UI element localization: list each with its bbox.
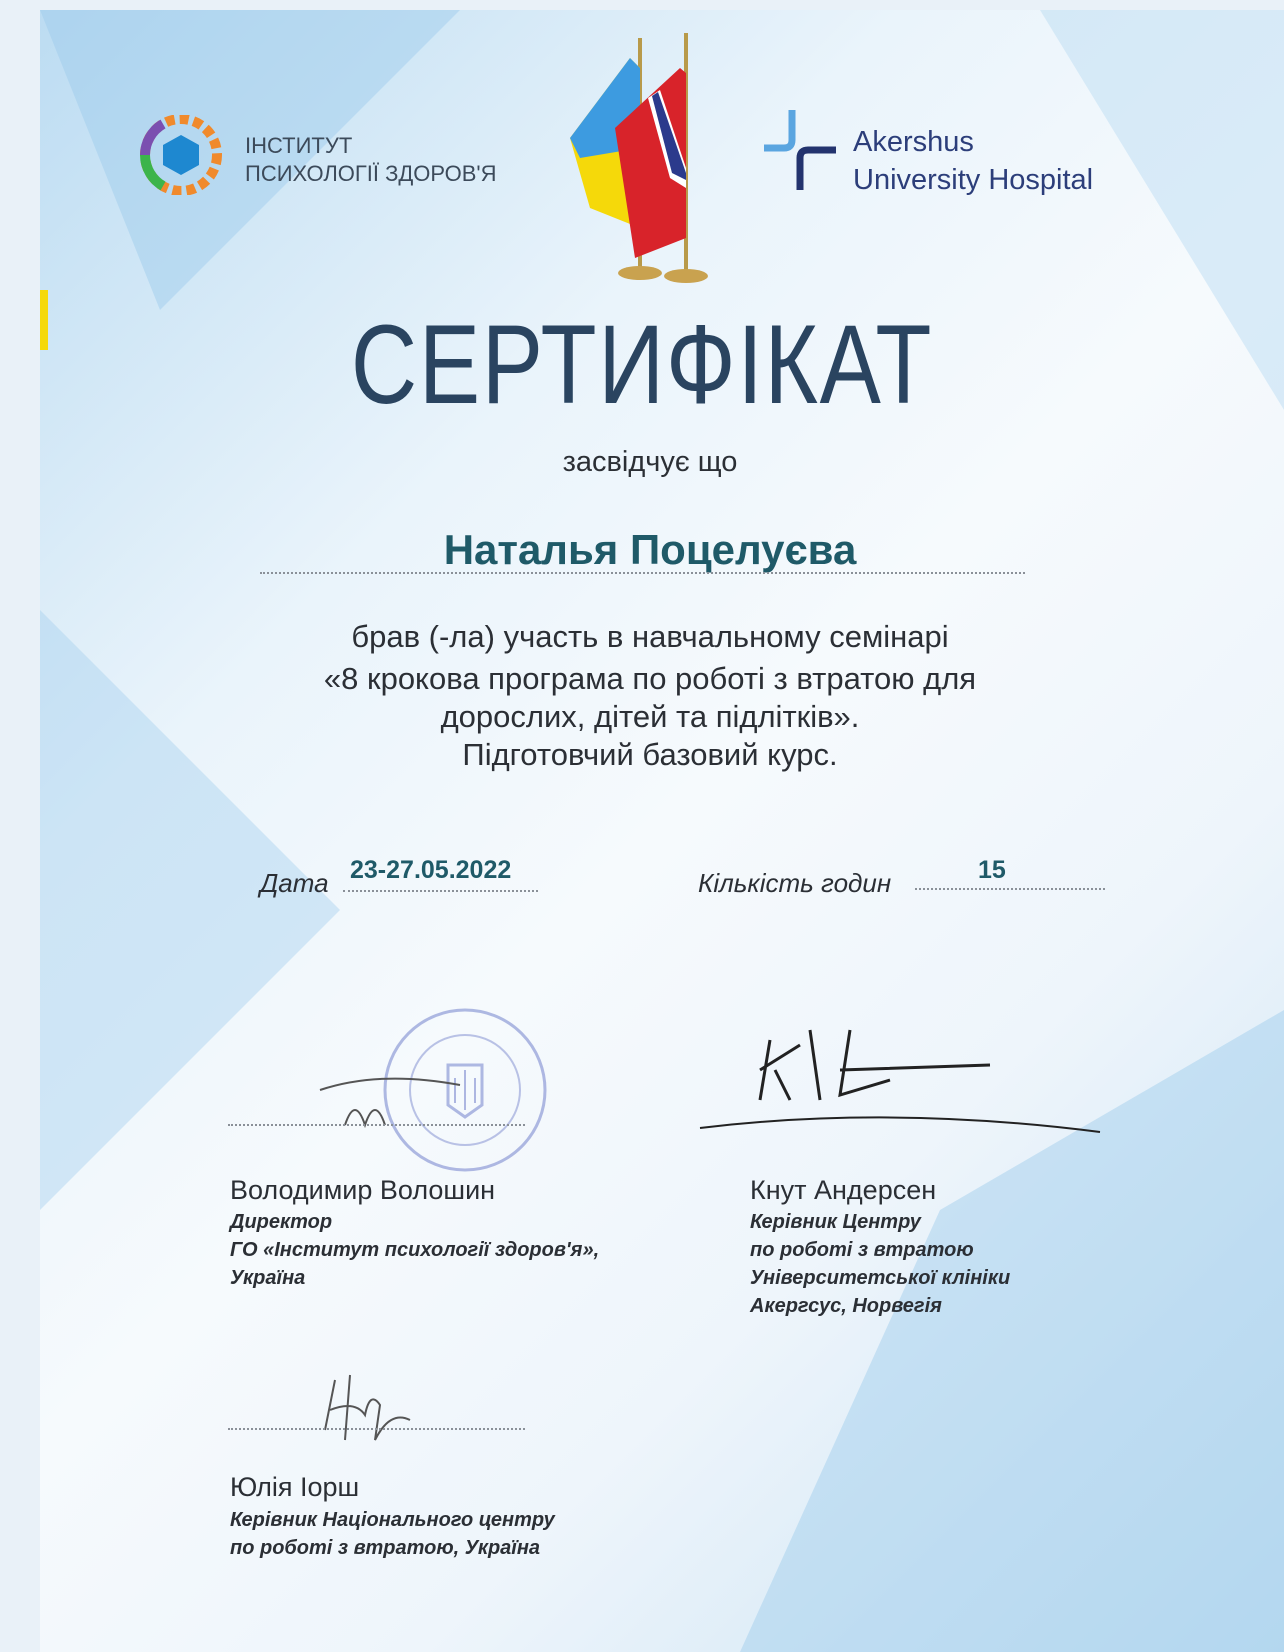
- hospital-name-line2: University Hospital: [853, 164, 1094, 196]
- hours-label: Кількість годин: [698, 868, 892, 898]
- signatory-1-name: Володимир Волошин: [230, 1175, 496, 1205]
- institute-name-line1: ІНСТИТУТ: [245, 133, 353, 158]
- role-line: Університетської клініки: [750, 1267, 1011, 1289]
- role-line: Директор: [230, 1211, 333, 1233]
- body-line: Підготовчий базовий курс.: [462, 737, 838, 772]
- signature-3: [310, 1360, 420, 1450]
- body-line: «8 крокова програма по роботі з втратою для: [323, 661, 977, 696]
- certifies-text: засвідчує що: [562, 446, 738, 478]
- signatory-2-role: [750, 1208, 1010, 1320]
- signatory-3-name: Юлія Іорш: [230, 1472, 360, 1502]
- course-description: [8, 618, 1284, 774]
- signatory-1-role: [230, 1208, 599, 1292]
- akershus-logo-icon: [762, 110, 842, 195]
- signature-line-1: [228, 1124, 525, 1126]
- hours-underline: [915, 888, 1105, 890]
- yellow-accent: [40, 290, 48, 350]
- date-underline: [343, 890, 538, 892]
- signature-2: [690, 1010, 1110, 1140]
- institute-gear-logo-icon: [138, 115, 224, 195]
- date-label: Дата: [260, 868, 329, 898]
- body-line: брав (-ла) участь в навчальному семінарі: [351, 619, 949, 654]
- role-line: по роботі з втратою, Україна: [230, 1537, 541, 1559]
- hours-value: 15: [978, 856, 1006, 884]
- date-value: 23-27.05.2022: [350, 856, 512, 884]
- role-line: по роботі з втратою: [750, 1239, 974, 1261]
- role-line: Керівник Центру: [750, 1211, 921, 1233]
- hospital-name-line1: Akershus: [853, 126, 974, 158]
- certificate-title: СЕРТИФІКАТ: [350, 302, 934, 427]
- name-underline: [260, 572, 1025, 574]
- signatory-3-role: [230, 1506, 555, 1562]
- ukraine-norway-flags: [560, 28, 730, 288]
- official-stamp-and-signature: [300, 990, 560, 1190]
- body-line: дорослих, дітей та підлітків».: [440, 699, 860, 734]
- signature-line-3: [228, 1428, 525, 1430]
- role-line: Керівник Національного центру: [230, 1509, 555, 1531]
- signatory-2-name: Кнут Андерсен: [750, 1175, 937, 1205]
- role-line: ГО «Інститут психології здоров'я»,: [230, 1239, 600, 1261]
- role-line: Україна: [230, 1267, 306, 1289]
- role-line: Акергсус, Норвегія: [750, 1295, 942, 1317]
- institute-name-line2: ПСИХОЛОГІЇ ЗДОРОВ'Я: [245, 161, 497, 186]
- recipient-name: Наталья Поцелуєва: [443, 526, 857, 573]
